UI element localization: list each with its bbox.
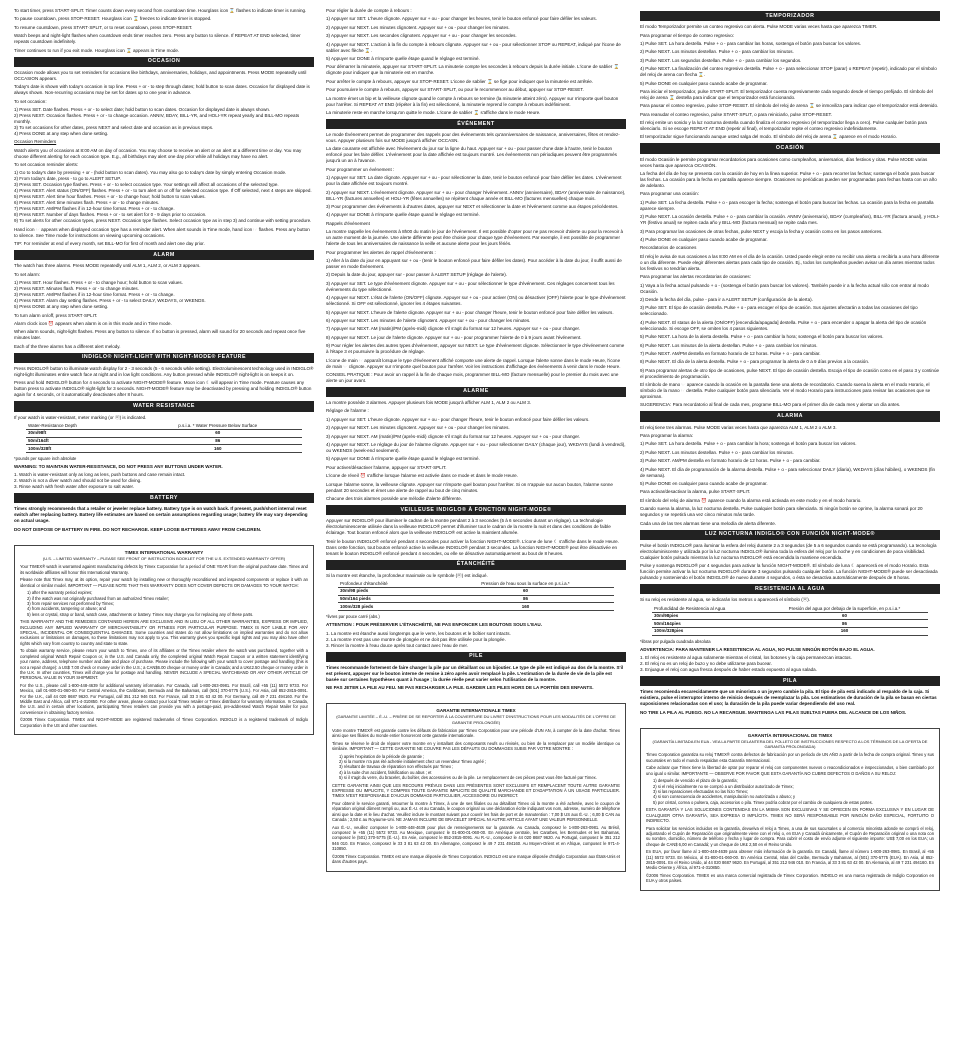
occasion-step-list bbox=[14, 107, 314, 137]
table-header: Water-Resistance Depth bbox=[26, 423, 133, 429]
event-paragraph: 7) Appuyer sur NEXT. AM (matin)/PM (après-midi) clignote s'il s'agit du format sur 12 heures. Appuyer sur + ou - pour changer. bbox=[326, 326, 581, 332]
reminder-step-list bbox=[14, 170, 314, 224]
table-header: p.s.i.a. * Water Pressure Below Surface bbox=[133, 423, 302, 429]
warranty-box bbox=[14, 545, 314, 735]
section-header-timer: TEMPORIZADOR bbox=[640, 11, 940, 21]
water-step-list bbox=[326, 631, 626, 649]
timer-paragraph: Para pausar el conteo regresivo, pulse STOP·RESET. El símbolo del reloj de arena ⌛ se inmoviliza para indicar que el temporizador está detenido. bbox=[640, 103, 939, 109]
occasion-paragraph: Occasion mode allows you to set reminders for occasions like birthdays, anniversaries, holidays, and appointments. Press MODE repeatedly until OCCASION appears. bbox=[14, 69, 307, 81]
timer-paragraph: 2) Pulse NEXT. Los minutos destellan. Pulse + o - para cambiar los minutos. bbox=[640, 49, 794, 55]
alarm-step: 2) Press NEXT. Minutes flash. Press + or - to change minutes. bbox=[14, 286, 139, 292]
battery-paragraph: Timex strongly recommends that a retailer or jeweler replace battery. Battery type is on watch back. If present, push/short internal reset switch after replacing battery. Battery life estimates are based on certain assumptions regarding usage; battery life may vary depending on actual usage. bbox=[14, 506, 308, 524]
battery-paragraph: DO NOT DISPOSE OF BATTERY IN FIRE. DO NOT RECHARGE. KEEP LOOSE BATTERIES AWAY FROM CHILDREN. bbox=[14, 526, 262, 532]
warranty-exclusion: 4) à la suite d'un accident, falsification ou abus ; et bbox=[339, 769, 432, 775]
warranty-exclusion: 3) résultant de travaux de réparation non effectués par Timex ; bbox=[339, 764, 454, 770]
occasion-paragraph: El símbolo de mano ☞ aparece cuando la ocasión en la pantalla tiene una alerta de recordatorio. Cuando suena la alerta en el modo Horario, el símbolo de la mano ☞ destella. Pulse cualquier botón para silenciarla. Ver el modo Horario para instrucciones para revisar las ocasiones que se aproximan. bbox=[640, 382, 931, 400]
table-cell: 100m/328pies bbox=[652, 628, 761, 636]
water-footnote: *livres par pouce carré (abs.) bbox=[326, 614, 380, 620]
event-paragraph: CONSEIL PRATIQUE : Pour avoir un rappel à la fin de chaque mois, programmer BILL-MO (facture mensuelle) pour le premier du mois avec une alerte un jour avant. bbox=[326, 371, 619, 383]
warranty-paragraph: To obtain warranty service, please return your watch to Timex, one of its affiliates or the Timex retailer where the watch was purchased, together with a completed original Watch Repair Coupon or, in the U.S. and Canada only, the completed original Watch Repair Coupon or a written statement identifying your name, address, telephone number and date and place of purchase. Please include the following with your watch to cover postage and handling (this is not a repair charge): a US$ 7.00 check or money order in the U.S.; a CAN$6.00 cheque or money order in Canada; and a UK£2.50 cheque or money order in the U.K. In other countries, Timex will charge you for postage and handling. NEVER INCLUDE A SPECIAL WATCHBAND OR ANY OTHER ARTICLE OF PERSONAL VALUE IN YOUR SHIPMENT. bbox=[20, 648, 308, 681]
water-warning: ADVERTENCIA: PARA MANTENER LA RESISTENCIA AL AGUA, NO PULSE NINGÚN BOTÓN BAJO EL AGUA. bbox=[640, 646, 875, 652]
table-cell: 30m/98ft bbox=[26, 429, 133, 437]
warranty-exclusions bbox=[332, 754, 620, 781]
timer-paragraph: To start timer, press START·SPLIT. Timer counts down every second from countdown time. Hourglass icon ⌛ flashes to indicate timer is running. bbox=[14, 8, 307, 13]
event-paragraph: 5) Appuyer sur NEXT. L'heure de l'alerte clignote. Appuyer sur + ou - pour changer l'heure, tenir le bouton enfoncé pour faire défiler les valeurs. bbox=[326, 309, 614, 315]
alarm-paragraph: 5) Pulse DONE en cualquier paso cuando acabe de programar. bbox=[640, 480, 768, 486]
alarm-paragraph: 2) Pulse NEXT. Los minutos destellan. Pulse + o - para cambiar los minutos. bbox=[640, 449, 794, 455]
reminder-step: 2) From today's date, press - to go to ALERT SETUP. bbox=[14, 176, 122, 182]
alarm-paragraph: L'icone de réveil ⏰ s'affiche lorsque l'alarme est activée dans ce mode et dans le mode Heure. bbox=[326, 473, 518, 479]
table-cell: 50m/164 pieds bbox=[338, 595, 437, 603]
table-cell: 60 bbox=[437, 588, 614, 596]
alarm-paragraph: The watch has three alarms. Press MODE repeatedly until ALM 1, ALM 2, or ALM 3 appears. bbox=[14, 263, 201, 269]
section-header-indiglo: VEILLEUSE INDIGLO® À FONCTION NIGHT-MODE® bbox=[326, 505, 626, 515]
table-cell: 50m/164pies bbox=[652, 620, 761, 628]
alarm-note: To turn alarm on/off, press START·SPLIT. bbox=[14, 312, 98, 318]
alarm-paragraph: 2) Appuyer sur NEXT. Les minutes clignotent. Appuyer sur + ou - pour changer les minutes. bbox=[326, 425, 510, 431]
alarm-step-list bbox=[14, 280, 314, 310]
alarm-paragraph: 5) Appuyer sur DONE à n'importe quelle étape quand le réglage est terminé. bbox=[326, 456, 480, 462]
water-footnote: *pounds per square inch absolute bbox=[14, 455, 77, 461]
occasion-paragraph: 2) Desde la fecha del día, pulse - para ir a ALERT SETUP (configuración de la alerta). bbox=[640, 296, 813, 302]
event-paragraph: Pour programmer les alertes de rappel d'événements : bbox=[326, 249, 436, 255]
event-paragraph: 1) Aller à la date du jour en appuyant sur + ou - (tenir le bouton enfoncé pour faire défiler les dates). Pour accéder à la date du jour, il suffit aussi de passer en mode Événement. bbox=[326, 257, 622, 269]
alarm-paragraph: Chacune des trois alarmes possède une mélodie d'alerte différente. bbox=[326, 495, 463, 501]
table-row bbox=[338, 588, 614, 596]
table-cell: 86 bbox=[133, 437, 302, 445]
table-cell: 86 bbox=[761, 620, 928, 628]
warranty-exclusion: 5) por cristal, correa o pulsera, caja, accesorios o pila. Timex podría cobrar por el cambio de cualquiera de estas partes. bbox=[653, 799, 873, 805]
warranty-subtitle: (GARANTÍA LIMITADA EN EUA - VEA LA PARTE DELANTERA DEL FOLLETO DE INSTRUCCIONES RESPECTO A LOS TÉRMINOS DE LA OFERTA DE GARANTÍA PROLONGADA) bbox=[652, 738, 928, 750]
event-paragraph: 4) Appuyer sur NEXT. L'état de l'alerte (ON/OFF) clignote. Appuyer sur + ou - pour activer (ON) ou désactiver (OFF) l'alerte pour le type d'événement sélectionné. Si OFF est sélectionné, ignorer les 4 étapes suivantes. bbox=[326, 295, 626, 307]
warranty-title: TIMEX INTERNATIONAL WARRANTY bbox=[124, 550, 204, 556]
water-step: 2. El reloj no es un reloj de buzo y no debe utilizarse para bucear. bbox=[640, 661, 772, 667]
reminder-step: 6) Press NEXT. Alert time minutes flash. Press + or - to change minutes. bbox=[14, 200, 160, 206]
warranty-exclusion: 4) si son consecuencia de accidentes, manipulación no autorizada o abuso; y bbox=[653, 794, 796, 800]
section-header-occasion: OCASIÓN bbox=[640, 143, 940, 153]
spanish-column bbox=[640, 8, 940, 1032]
occasion-step: 1) Press SET. Date flashes. Press + or - to select date; hold button to scan dates. Occasion for displayed date is always shown. bbox=[14, 106, 271, 112]
battery-paragraph: Timex recommande fortement de faire changer la pile par un détaillant ou un bijoutier. Le type de pile est indiqué au dos de la montre. S'il est présent, appuyer sur le bouton interne de remise à zéro après avoir remplacé la pile. L'estimation de la durée de vie de la pile est basée sur certaines hypothèses quant à l'usage ; la durée réelle peut varier selon l'utilisation de la montre. bbox=[326, 664, 624, 682]
indiglo-paragraph: Appuyer sur INDIGLO® pour illuminer le cadran de la montre pendant 2 à 3 secondes (5 à 6 secondes durant un réglage). La technologie électroluminescente utilisée dans la veilleuse INDIGLO® permet d'illuminer tout le cadran de la montre la nuit et dans des conditions de faible éclairage. Tout bouton enfoncé alors que la veilleuse INDIGLO® est active la maintient allumée. bbox=[326, 518, 611, 536]
event-paragraph: 2) Depuis la date du jour, appuyer sur - pour passer à ALERT SETUP (réglage de l'alerte). bbox=[326, 272, 508, 278]
section-header-water: RESISTENCIA AL AGUA bbox=[640, 584, 940, 594]
event-paragraph: 3) Appuyer sur SET. Le type d'événement clignote. Appuyer sur + ou - pour sélectionner le type d'événement. Ces réglages concernent tous les événements du type sélectionné. bbox=[326, 280, 615, 292]
timer-paragraph: Pour régler la durée de compte à rebours : bbox=[326, 8, 412, 13]
english-column bbox=[14, 8, 314, 1032]
occasion-paragraph: 7) Pulse NEXT. AM/PM destella en formato horario de 12 horas. Pulse + o - para cambiar. bbox=[640, 350, 821, 356]
warranty-exclusion: 1) après l'expiration de la période de garantie ; bbox=[339, 753, 425, 759]
warranty-paragraph: Para solicitar los servicios incluidos en la garantía, devuelva el reloj a Timex, a una de sus sucursales o al comercio minorista adonde se compró el reloj, adjuntando el Cupón de Reparación que originalmente viene con el reloj o, en EUA y Canadá únicamente, el Cupón de Reparación original o una nota con su nombre, domicilio, número de teléfono y fecha y lugar de compra. Para cubrir el costo de envío adjunte el siguiente importe: US$ 7,00 en los EUA; un cheque de CAN$ 6,00 en Canadá; y un cheque de UK£ 2,50 en el Reino Unido. bbox=[646, 825, 934, 847]
table-cell: 60 bbox=[761, 612, 928, 620]
occasion-paragraph: Para programar una ocasión: bbox=[640, 191, 699, 197]
occasion-paragraph: 3) Pulse SET. El tipo de ocasión destella. Pulse + o - para escoger el tipo de ocasión. Sus ajustes afectarán a todas las ocasiones del tipo seleccionado. bbox=[640, 305, 918, 317]
water-resistance-table bbox=[652, 606, 928, 636]
indiglo-paragraph: Pulse y sostenga INDIGLO® por 4 segundos para activar la función NIGHT-MODE®. El símbolo de luna ☾ aparecerá en el modo Horario. Esta función permite activar la luz nocturna INDIGLO® durante 3 segundos pulsando cualquier botón. La función NIGHT-MODE® puede ser desactivada pulsando y sosteniendo el botón INDIGLO® de nuevo durante 4 segundos, o ésta se desactiva automáticamente después de 8 horas. bbox=[640, 563, 938, 581]
timer-paragraph: Para reanudar el conteo regresivo, pulse START·SPLIT, o para reiniciarlo, pulse STOP·RESET. bbox=[640, 111, 833, 117]
warranty-exclusion: 2) si la montre n'a pas été achetée initialement chez un revendeur Timex agréé ; bbox=[339, 759, 487, 765]
water-warning: ATTENTION : POUR PRÉSERVER L'ÉTANCHÉITÉ, NE PAS ENFONCER LES BOUTONS SOUS L'EAU. bbox=[326, 622, 542, 628]
section-header-water: ÉTANCHÉITÉ bbox=[326, 560, 626, 570]
water-step: 1. El reloj es resistente al agua solamente mientras el cristal, los botones y la caja permanezcan intactos. bbox=[640, 655, 852, 661]
water-intro: If your watch is water-resistant, meter marking (or ⓦ) is indicated. bbox=[14, 414, 147, 420]
alarm-note: When alarm sounds, night-light flashes. Press any button to silence. If no button is pressed, alarm will sound for 20 seconds and repeat once five minutes later. bbox=[14, 329, 306, 341]
occasion-paragraph: 4) Pulse NEXT. El status de la alerta (ON/OFF) [encendida/apagada] destella. Pulse + o - para encender o apagar la alerta del tipo de ocasión seleccionado. Si escoge OFF, se omiten los 4 pasos siguientes. bbox=[640, 319, 927, 331]
reminder-paragraph: To set occasion reminder alerts: bbox=[14, 162, 79, 168]
alarm-paragraph: 1) Pulse SET. La hora destella. Pulse + o - para cambiar la hora; sostenga el botón para buscar los valores. bbox=[640, 441, 857, 447]
table-row bbox=[652, 620, 928, 628]
table-row bbox=[652, 612, 928, 620]
section-header-battery: BATTERY bbox=[14, 493, 314, 503]
alarm-paragraph: 3) Appuyer sur NEXT. AM (matin)/PM (après-midi) clignote s'il s'agit du format sur 12 heures. Appuyer sur + ou - pour changer. bbox=[326, 433, 581, 439]
table-header: Profundidad de Resistencia al Agua bbox=[652, 606, 761, 612]
warranty-paragraph: THIS WARRANTY AND THE REMEDIES CONTAINED HEREIN ARE EXCLUSIVE AND IN LIEU OF ALL OTHER WARRANTIES, EXPRESS OR IMPLIED, INCLUDING ANY IMPLIED WARRANTY OF MERCHANTABILITY OR FITNESS FOR PARTICULAR PURPOSE. TIMEX IS NOT LIABLE FOR ANY SPECIAL, INCIDENTAL OR CONSEQUENTIAL DAMAGES. Some countries and states do not allow limitations on implied warranties and do not allow exclusions or limitations on damages, so these limitations may not apply to you. This warranty gives you specific legal rights and you may also have other rights which vary from country to country and state to state. bbox=[20, 619, 308, 646]
warranty-paragraph: ©2006 Timex Corporation. TIMEX es una marca comercial registrada de Timex Corporation. INDIGLO es una marca registrada de Indiglo Corporation en EUA y otros países. bbox=[646, 873, 934, 884]
event-paragraph: L'icone de main ☞ apparaît lorsque le type d'événement affiché comporte une alerte de rappel. Lorsque l'alerte sonne dans le mode Heure, l'icone de main ☞ clignote. Appuyer sur n'importe quel bouton pour l'arrêter. Voir les instructions d'affichage des événements à venir dans le mode Heure. bbox=[326, 357, 621, 369]
warranty-exclusion: 2) si el reloj inicialmente no se compró a un distribuidor autorizado de Timex; bbox=[653, 783, 794, 789]
warranty-title: GARANTIE INTERNATIONALE TIMEX bbox=[436, 708, 516, 714]
occasion-paragraph: El reloj le avisa de sus ocasiones a las 8:00 AM en el día de la ocasión. Usted puede elegir entre no recibir una alerta o recibirla a una hora diferente o un día diferente. Puede elegir diferentes alertas para cada tipo de ocasión. Ej., todos los cumpleaños pueden avisar un día antes mientras todos los festivos no tendrían alerta. bbox=[640, 253, 940, 271]
occasion-paragraph: Today's date is shown with today's occasion in top line. Press + or - to step through dates; hold button to scan dates. Occasion for displayed date is always shown. Non-recurring occasions may be set for dates up to one year in advance. bbox=[14, 84, 310, 96]
reminder-step: 4) Press NEXT. Alert status (ON/OFF) flashes. Press + or - to turn alert on or off for selected occasion type. If Off selected, next 4 steps are skipped. bbox=[14, 188, 312, 194]
alarm-paragraph: 1) Appuyer sur SET. L'heure clignote. Appuyer sur + ou - pour changer l'heure, tenir le bouton enfoncé pour faire défiler les valeurs. bbox=[326, 416, 590, 422]
warranty-exclusion: 2) if the watch was not originally purchased from an authorized Timex retailer; bbox=[27, 595, 169, 601]
event-paragraph: 3) Pour programmer des événements à d'autres dates, appuyer sur NEXT et sélectionner la date et l'événement comme aux étapes précédentes. bbox=[326, 204, 619, 210]
timer-paragraph: 1) Appuyer sur SET. L'heure clignote. Appuyer sur + ou - pour changer les heures, tenir le bouton enfoncé pour faire défiler les valeurs. bbox=[326, 16, 597, 22]
warranty-paragraph: En EUA, por favor llame al 1-800-448-4639 para obtener más información de la garantía. En Canadá, llame al número 1-800-263-0981. En Brasil, al +55 (11) 5572 9733. En México, al 01-800-01-060-00. En América Central, Islas del Caribe, Bermuda y Bahamas, al (501) 370-5775 (EUA). En Asia, al 852-2815-0091. En el Reino Unido, al 44 020 8687 9620. En Portugal, al 351 212 946 010. En Francia, al 33 3 81 63 42 00. En Alemania, al 49 7 231 494160. En Medio Oriente y África, al 971-4-310850. bbox=[646, 849, 934, 871]
table-header: Pression de l'eau sous la surface en p.s.i.a.* bbox=[437, 581, 614, 587]
water-step-list bbox=[14, 472, 314, 490]
battery-paragraph: Timex recomienda encarecidamente que un minorista o un joyero cambie la pila. El tipo de pila está indicado al respaldo de la caja. Si existiera, pulse el interruptor interno de reinicio después de reemplazar la pila. Los estimativos de duración de la pila se basan en ciertas suposiciones relacionadas con el uso; la duración de la pila puede variar dependiendo del uso real. bbox=[640, 689, 937, 707]
event-paragraph: 6) Appuyer sur NEXT. Les minutes de l'alerte clignotent. Appuyer sur + ou - pour changer les minutes. bbox=[326, 317, 531, 323]
section-header-alarm: ALARM bbox=[14, 250, 314, 260]
table-cell: 160 bbox=[133, 445, 302, 453]
french-column bbox=[326, 8, 626, 1032]
table-row bbox=[26, 445, 302, 453]
timer-paragraph: 3) Appuyer sur NEXT. Les secondes clignotent. Appuyer sur + ou - pour changer les secondes. bbox=[326, 33, 517, 39]
alarm-paragraph: Réglage de l'alarme : bbox=[326, 408, 369, 414]
timer-paragraph: Para programar el tiempo de conteo regresivo: bbox=[640, 32, 735, 38]
timer-paragraph: La minuterie reste en marche lorsqu'on quitte le mode. L'icone de sablier ⌛ s'affiche dans le mode Heure. bbox=[326, 109, 541, 115]
section-header-water: WATER RESISTANCE bbox=[14, 401, 314, 411]
table-row bbox=[338, 603, 614, 611]
occasion-paragraph: 6) Pulse NEXT. Los minutos de la alerta destellan. Pulse + o - para cambiar los minutos. bbox=[640, 342, 818, 348]
alarm-step: 4) Press NEXT. Alarm day setting flashes. Press + or - to select DAILY, WKDAYS, or WKENDS. bbox=[14, 298, 206, 304]
occasion-reminders-heading: Occasion Reminders bbox=[14, 139, 57, 145]
section-header-occasion: OCCASION bbox=[14, 57, 314, 67]
warranty-paragraph: Timex Corporation garantiza su reloj TIMEX® contra defectos de fabricación por un período de UN AÑO a partir de la fecha de compra original. Timex y sus sucursales en todo el mundo respaldan esta Garantía Internacional. bbox=[646, 752, 934, 763]
table-row bbox=[26, 429, 302, 437]
warranty-paragraph: Please note that Timex may, at its option, repair your watch by installing new or thoroughly reconditioned and inspected components or replace it with an identical or similar model. IMPORTANT — PLEASE NOTE THAT THIS WARRANTY DOES NOT COVER DEFECTS OR DAMAGES TO YOUR WATCH: bbox=[20, 577, 308, 588]
water-footnote: *libras por pulgada cuadrada absoluta bbox=[640, 638, 711, 644]
alarm-paragraph: La montre possède 3 alarmes. Appuyer plusieurs fois MODE jusqu'à afficher ALM 1, ALM 2 ou ALM 3. bbox=[326, 400, 531, 406]
table-cell: 86 bbox=[437, 595, 614, 603]
timer-paragraph: 2) Appuyer sur NEXT. Les minutes clignotent. Appuyer sur + ou - pour changer les minutes. bbox=[326, 24, 510, 30]
event-paragraph: 9) Pour régler les alertes des autres types d'événement, appuyer sur NEXT. Le type d'événement clignote. Sélectionner le type d'événement comme à l'étape 3 et poursuivre la procédure de réglage. bbox=[326, 343, 625, 355]
table-cell: 100m/328 pieds bbox=[338, 603, 437, 611]
alarm-step: 5) Press DONE at any step when done setting. bbox=[14, 304, 109, 310]
indiglo-paragraph: Press INDIGLO® button to illuminate watch display for 2 - 3 seconds (5 - 6 seconds while setting). Electroluminescent technology used in INDIGLO® night-light illuminates entire watch face at night and in low light conditions. Any button pressed while INDIGLO® night-light is on keeps it on. bbox=[14, 365, 314, 377]
occasion-step: 4) Press DONE at any step when done setting. bbox=[14, 130, 109, 136]
alarm-paragraph: 4) Pulse NEXT. El día de programación de la alarma destella. Pulse + o - para seleccionar DAILY (diaria), WKDAYS (días hábiles), o WKENDS (fin de semana). bbox=[640, 466, 936, 478]
section-header-alarm: ALARME bbox=[326, 387, 626, 397]
water-step: 1. Watch is water-resistant only as long as lens, push buttons and case remain intact. bbox=[14, 472, 186, 478]
warranty-paragraph: CETTE GARANTIE AINSI QUE LES RECOURS PRÉVUS DANS LES PRÉSENTES SONT EXCLUSIFS ET REMPLACENT TOUTE AUTRE GARANTIE EXPRESSE OU IMPLICITE, Y COMPRIS TOUTE GARANTIE IMPLICITE DE QUALITÉ MARCHANDE ET D'ADAPTATION À UN USAGE PARTICULIER. TIMEX N'EST RESPONSABLE D'AUCUN DOMMAGE PARTICULIER, ACCESSOIRE OU INDIRECT. bbox=[332, 782, 620, 799]
timer-paragraph: La montre émet un bip et la veilleuse clignote quand le compte à rebours se termine (la minuterie atteint zéro). Appuyer sur n'importe quel bouton pour l'arrêter. Si REPEAT AT END (répéter à la fin) est sélectionné, la minuterie reprend le compte à rebours indéfiniment. bbox=[326, 95, 619, 107]
timer-paragraph: 4) Pulse NEXT. La finalización del conteo regresivo destella. Pulse + o - para seleccionar STOP (parar) o REPEAT (repetir), indicado por el símbolo del reloj de arena con flecha ⌛. bbox=[640, 66, 937, 78]
occasion-paragraph: La fecha del día de hoy se presenta con la ocasión de hoy en la línea superior. Pulse + o - para recorrer las fechas; sostenga el botón para buscar las fechas. La ocasión para la fecha en pantalla aparece siempre. Ocasiones no periódicas pueden ser programadas para fechas hasta con un año de adelanto. bbox=[640, 171, 937, 189]
occasion-step: 2) Press NEXT. Occasion flashes. Press + or - to change occasion. ANNIV, BDAY, BILL-YR, and HOLI-YR repeat yearly and BILL-MO repeats monthly. bbox=[14, 112, 300, 124]
warranty-box bbox=[640, 728, 940, 891]
warranty-exclusion: 5) lens or crystal, strap or band, watch case, attachments or battery. Timex may charge you for replacing any of these parts. bbox=[27, 611, 254, 617]
water-warning: WARNING: TO MAINTAIN WATER-RESISTANCE, DO NOT PRESS ANY BUTTONS UNDER WATER. bbox=[14, 463, 223, 469]
section-header-battery: PILE bbox=[326, 652, 626, 662]
occasion-note: TIP: For reminder at end of every month, set BILL-MO for first of month and alert one day prior. bbox=[14, 241, 205, 247]
alarm-paragraph: To set alarm: bbox=[14, 271, 41, 277]
warranty-exclusion: 4) from accidents, tampering or abuse; and bbox=[27, 606, 106, 612]
warranty-paragraph: Timex se réserve le droit de réparer votre montre en y installant des composants neufs ou révisés, ou bien de la remplacer par un modèle identique ou similaire. IMPORTANT — CETTE GARANTIE NE COUVRE PAS LES DÉFAUTS OU DOMMAGES SUBIS PAR VOTRE MONTRE : bbox=[332, 740, 620, 752]
reminder-step: 5) Press NEXT. Alert time hour flashes. Press + or - to change hour; hold button to scan values. bbox=[14, 194, 206, 200]
timer-paragraph: Pour démarrer la minuterie, appuyer sur START·SPLIT. La minuterie compte les secondes à rebours depuis la durée initiale. L'icone de sablier ⌛ clignote pour indiquer que la minuterie est en marche. bbox=[326, 64, 620, 76]
table-cell: 50m/164ft bbox=[26, 437, 133, 445]
occasion-paragraph: El modo Ocasión le permite programar recordatorios para ocasiones como cumpleaños, aniversarios, días festivos y citas. Pulse MODE varias veces hasta que aparezca OCASIÓN. bbox=[640, 156, 928, 168]
table-header: Presión del agua por debajo de la superficie, en p.s.i.a.* bbox=[761, 606, 928, 612]
occasion-paragraph: SUGERENCIA: Para recordatorio al final de cada mes, programe BILL-MO para el primer día de cada mes y alertar un día antes. bbox=[640, 402, 901, 408]
spacer bbox=[640, 718, 940, 728]
water-step-list bbox=[640, 655, 940, 673]
alarm-paragraph: 4) Appuyer sur NEXT. Le réglage du jour de l'alarme clignote. Appuyer sur + ou - pour sélectionner DAILY (chaque jour), WKDAYS (lundi à vendredi), ou WKENDS (week-end seulement). bbox=[326, 442, 626, 454]
reminder-step: 8) Press NEXT. Number of days flashes. Press + or - to set alert for 0 - 9 days prior to occasion. bbox=[14, 212, 207, 218]
table-cell: 160 bbox=[761, 628, 928, 636]
table-cell: 100m/328ft bbox=[26, 445, 133, 453]
warranty-paragraph: ©2006 Timex Corporation. TIMEX and NIGHT-MODE are registered trademarks of Timex Corporation. INDIGLO is a registered trademark of Indiglo Corporation in the US and other countries. bbox=[20, 717, 308, 728]
water-resistance-table bbox=[338, 581, 614, 611]
alarm-paragraph: Lorsque l'alarme sonne, la veilleuse clignote. Appuyer sur n'importe quel bouton pour l'arrêter. Si on n'appuie sur aucun bouton, l'alarme sonne pendant 20 secondes et émet une alerte de rappel au bout de cinq minutes. bbox=[326, 481, 613, 493]
warranty-exclusion: 1) después de vencido el plazo de la garantía; bbox=[653, 778, 738, 784]
timer-paragraph: Pour poursuivre le compte à rebours, appuyer sur START·SPLIT, ou pour le recommencer au début, appuyer sur STOP·RESET. bbox=[326, 87, 584, 93]
reminder-step: 7) Press NEXT. AM/PM flashes if in 12-hour time format. Press + or - to change. bbox=[14, 206, 175, 212]
warranty-paragraph: Pour obtenir le service garanti, retourner la montre à Timex, à une de ses filiales ou au détaillant Timex où la montre a été achetée, avec le coupon de réparation original dûment rempli ou, aux É.-U. et au Canada, le coupon original ou une déclaration écrite indiquant vos nom, adresse, numéro de téléphone ainsi que la date et le lieu d'achat. Veuillez inclure le montant suivant pour couvrir les frais de port et de manutention : 7,00 $ US aux É.-U. ; 6,00 $ CAN au Canada ; 2,50 £ au Royaume-Uni. NE JAMAIS INCLURE DE BRACELET SPÉCIAL NI AUTRE ARTICLE AYANT UNE VALEUR PERSONNELLE. bbox=[332, 800, 620, 823]
timer-paragraph: 4) Appuyer sur NEXT. L'action à la fin du compte à rebours clignote. Appuyer sur + ou - pour sélectionner STOP ou REPEAT, indiqué par l'icone de sablier avec flèche ⌛. bbox=[326, 41, 621, 53]
timer-paragraph: Timer continues to run if you exit mode. Hourglass icon ⌛ appears in Time mode. bbox=[14, 47, 180, 53]
warranty-paragraph: Cabe aclarar que Timex tiene la libertad de optar por reparar el reloj con componentes nuevos o reacondicionados e inspeccionados, o bien cambiarlo por uno igual o similar. IMPORTANTE — OBSERVE POR FAVOR QUE ESTA GARANTÍA NO CUBRE DEFECTOS O DAÑOS A SU RELOJ: bbox=[646, 765, 934, 776]
table-cell: 30m/98 pieds bbox=[338, 588, 437, 596]
section-header-indiglo: INDIGLO® NIGHT-LIGHT WITH NIGHT-MODE® FEATURE bbox=[14, 353, 314, 363]
occasion-paragraph: Para programar las alertas recordatorias de ocasiones: bbox=[640, 274, 751, 280]
reminder-step: 1) Go to today's date by pressing + or - (hold button to scan dates). You may also go to today's date by simply entering Occasion mode. bbox=[14, 170, 287, 176]
warranty-paragraph: ESTA GARANTÍA Y LAS SOLUCIONES CONTENIDAS EN LA MISMA SON EXCLUSIVAS Y SE OFRECEN EN FORMA EXCLUSIVA Y EN LUGAR DE CUALQUIER OTRA GARANTÍA, SEA EXPRESA O IMPLÍCITA. TIMEX NO SERÁ RESPONSABLE POR NINGÚN DAÑO ESPECIAL, FORTUITO O INDIRECTO. bbox=[646, 807, 934, 823]
timer-paragraph: To pause countdown, press STOP·RESET. Hourglass icon ⌛ freezes to indicate timer is stopped. bbox=[14, 16, 212, 22]
alarm-paragraph: Cuando suena la alarma, la luz nocturna destella. Pulse cualquier botón para silenciarla. Si ningún botón se oprime, la alarma sonará por 20 segundos y se repetirá una vez cinco minutos más tarde. bbox=[640, 506, 923, 518]
warranty-paragraph: Your TIMEX® watch is warranted against manufacturing defects by Timex Corporation for a period of ONE YEAR from the original purchase date. Timex and its worldwide affiliates will honor this International Warranty. bbox=[20, 564, 308, 575]
event-paragraph: 2) Appuyer sur NEXT. L'événement clignote. Appuyer sur + ou - pour changer l'événement. ANNIV (anniversaire), BDAY (anniversaire de naissance), BILL-YR (factures annuelles) et HOLI-YR (fêtes annuelles) se répètent chaque année et BILL-MO (factures mensuelles) chaque mois. bbox=[326, 189, 626, 201]
timer-paragraph: 5) Pulse DONE en cualquier paso cuando acabe de programar. bbox=[640, 80, 768, 86]
warranty-paragraph: Aux É.-U., veuillez composer le 1-800-448-4639 pour plus de renseignements sur la garantie. Au Canada, composez le 1-800-263-0981. Au Brésil, composez le +55 (11) 5572 9733. Au Mexique, composez le 01-800-01-060-00. En Amérique centrale, les Caraïbes, les Bermudes et les Bahamas, composez le (501) 370-5775 (É.-U.). En Asie, composez le 852-2815-0091. Au R.-U., composez le 44 020 8687 9620. Au Portugal, composez le 351 212 946 010. En France, composez le 33 3 81 63 42 00. En Allemagne, composez le 49 7 231 494160. Au Moyen-Orient et en Afrique, composez le 971-4-310850. bbox=[332, 824, 620, 852]
spacer bbox=[326, 693, 626, 703]
alarm-paragraph: El reloj tiene tres alarmas. Pulse MODE varias veces hasta que aparezca ALM 1, ALM 2 o ALM 3. bbox=[640, 424, 837, 430]
warranty-title: GARANTÍA INTERNACIONAL DE TIMEX bbox=[747, 733, 833, 739]
table-cell: 30m/98pies bbox=[652, 612, 761, 620]
warranty-exclusion: 1) after the warranty period expires; bbox=[27, 590, 93, 596]
warranty-paragraph: ©2006 Timex Corporation. TIMEX est une marque déposée de Timex Corporation. INDIGLO est une marque déposée d'Indiglo Corporation aux États-Unis et dans d'autres pays. bbox=[332, 853, 621, 865]
section-header-battery: PILA bbox=[640, 676, 940, 686]
event-paragraph: 4) Appuyer sur DONE à n'importe quelle étape quand le réglage est terminé. bbox=[326, 212, 480, 218]
reminder-step: 9) To set alerts for other occasion types, press NEXT. Occasion type flashes. Select occasion type as in step 3) and continue with setting procedure. bbox=[14, 218, 312, 224]
water-step: 2. La montre n'est pas une montre de plongée et ne doit pas être utilisée pour la plongée. bbox=[326, 636, 506, 642]
occasion-note: Hand icon ☞ appears when displayed occasion type has a reminder alert. When alert sounds in Time mode, hand icon ☞ flashes. Press any button to silence. See Time mode for instructions on viewing upcoming occasions. bbox=[14, 226, 310, 238]
alarm-paragraph: Para programar la alarma: bbox=[640, 433, 694, 439]
section-header-alarm: ALARMA bbox=[640, 411, 940, 421]
event-paragraph: 8) Appuyer sur NEXT. Le jour de l'alerte clignote. Appuyer sur + ou - pour programmer l'alerte de 0 à 9 jours avant l'événement. bbox=[326, 334, 582, 340]
alarm-step: 3) Press NEXT. AM/PM flashes if in 12-hour time format. Press + or - to change. bbox=[14, 292, 175, 298]
occasion-paragraph: 1) Vaya a la fecha actual pulsando + o - (sostenga el botón para buscar los valores). También puede ir a la fecha actual sólo con entrar al modo Ocasión. bbox=[640, 282, 929, 294]
battery-paragraph: NO TIRE LA PILA AL FUEGO. NO LA RECARGUE. MANTENGA LAS PILAS SUELTAS FUERA DEL ALCANCE DE LOS NIÑOS. bbox=[640, 709, 907, 715]
water-step: 1. La montre est étanche aussi longtemps que le verre, les boutons et le boîtier sont intacts. bbox=[326, 630, 511, 636]
battery-paragraph: NE PAS JETER LA PILE AU FEU. NE PAS RECHARGER LA PILE. GARDER LES PILES HORS DE LA PORTÉE DES ENFANTS. bbox=[326, 685, 594, 691]
occasion-paragraph: 3) Para programar las ocasiones de otras fechas, pulse NEXT y escoja la fecha y ocasión como en los pasos anteriores. bbox=[640, 228, 883, 234]
timer-paragraph: 3) Pulse NEXT. Los segundos destellan. Pulse + o - para cambiar los segundos. bbox=[640, 57, 802, 63]
timer-paragraph: To resume countdown, press START·SPLIT, or to reset countdown, press STOP·RESET. bbox=[14, 24, 193, 30]
event-paragraph: Rappels d'événement bbox=[326, 220, 370, 226]
section-header-indiglo: LUZ NOCTURNA INDIGLO® CON FUNCIÓN NIGHT-MODE® bbox=[640, 530, 940, 540]
warranty-subtitle: (GARANTIE LIMITÉE – É.-U. – PRIÈRE DE SE REPORTER À LA COUVERTURE DU LIVRET D'INSTRUCTIONS POUR LES MODALITÉS DE L'OFFRE DE GARANTIE PROLONGÉE) bbox=[336, 714, 616, 725]
occasion-paragraph: 1) Pulse SET. La fecha destella. Pulse + o - para escoger la fecha; sostenga el botón para buscar las fechas. La ocasión para la fecha en pantalla aparece siempre. bbox=[640, 199, 934, 211]
occasion-paragraph: 8) Pulse NEXT. El día de la alerta destella. Pulse + o - para programar la alerta de 0 a 9 días previos a la ocasión. bbox=[640, 359, 870, 365]
timer-paragraph: Pour arrêter le compte à rebours, appuyer sur STOP·RESET. L'icone de sablier ⌛ se fige pour indiquer que la minuterie est arrêtée. bbox=[326, 78, 594, 84]
event-paragraph: La date courante est affichée avec l'événement du jour sur la ligne du haut. Appuyer sur + ou - pour passer d'une date à l'autre, tenir le bouton enfoncé pour les faire défiler. L'événement pour la date affichée est toujours montré. Les événements non périodiques peuvent être programmés jusqu'à un an à l'avance. bbox=[326, 146, 617, 164]
water-intro: Si la montre est étanche, la profondeur maximale ou le symbole (ⓦ) est indiqué. bbox=[326, 572, 488, 578]
table-row bbox=[652, 628, 928, 636]
reminder-step: 3) Press SET. Occasion type flashes. Press + or - to select occasion type. Your settings will affect all occasions of the selected type. bbox=[14, 182, 279, 188]
occasion-paragraph: 5) Pulse NEXT. La hora de la alerta destella. Pulse + o - para cambiar la hora; sostenga el botón para buscar los valores. bbox=[640, 334, 884, 340]
warranty-exclusion: 5) si il s'agit du verre, du bracelet, du boîtier, des accessoires ou de la pile. Le remplacement de ces pièces peut vous être facturé par Timex. bbox=[339, 775, 597, 781]
water-step: 3. Enjuague el reloj con agua fresca después de haber estado expuesto al agua salada. bbox=[640, 667, 817, 673]
alarm-paragraph: Cada una de las tres alarmas tiene una melodía de alerta diferente. bbox=[640, 520, 776, 526]
event-paragraph: Le mode Événement permet de programmer des rappels pour des événements tels qu'anniversaires de naissance, anniversaires, fêtes et rendez-vous. Appuyer plusieurs fois sur MODE jusqu'à afficher OCCASN. bbox=[326, 132, 620, 144]
warranty-paragraph: Votre montre TIMEX® est garantie contre les défauts de fabrication par Timex Corporation pour une période d'UN AN, à compter de la date d'achat. Timex ainsi que ses filiales du monde entier honoreront cette garantie internationale. bbox=[332, 727, 620, 739]
alarm-paragraph: Pour activer/désactiver l'alarme, appuyer sur START·SPLIT. bbox=[326, 464, 447, 470]
occasion-paragraph: Recordatorios de ocasiones bbox=[640, 245, 697, 251]
water-step: 2. Watch is not a diver watch and should not be used for diving. bbox=[14, 478, 142, 484]
table-header: Profondeur d'étanchéité bbox=[338, 581, 437, 587]
timer-paragraph: El temporizador sigue funcionando aunque usted salga del modo. El símbolo del reloj de arena ⌛ aparece en el modo Horario. bbox=[640, 134, 897, 140]
warranty-exclusion: 3) from repair services not performed by Timex; bbox=[27, 601, 114, 607]
warranty-paragraph: For the U.S., please call 1-800-448-4639 for additional warranty information. For Canada, call 1-800-263-0981. For Brazil, call +55 (11) 5572 9733. For Mexico, call 01-800-01-060-00. For Central America, the Caribbean, Bermuda and the Bahamas, call (501) 370-5775 (U.S.). For Asia, call 852-2815-0091. For the U.K., call 44 020 8687 9620. For Portugal, call 351 212 946 010. For France, call 33 3 81 63 42 00. For Germany, call 49 7 231 494160. For the Middle East and Africa, call 971-4-310850. For other areas, please contact your local Timex retailer or Timex distributor for warranty information. In Canada, the U.S. and in certain other locations, participating Timex retailers can provide you with a postage-paid, pre-addressed Watch Repair Mailer for your convenience in obtaining factory service. bbox=[20, 682, 308, 715]
alarm-paragraph: 3) Pulse NEXT. AM/PM destella en formato horario de 12 horas. Pulse + o - para cambiar. bbox=[640, 458, 821, 464]
event-paragraph: Pour programmer un événement : bbox=[326, 166, 395, 172]
table-row bbox=[338, 595, 614, 603]
alarm-step: 1) Press SET. Hour flashes. Press + or - to change hour; hold button to scan values. bbox=[14, 280, 183, 286]
warranty-exclusions bbox=[646, 778, 934, 805]
alarm-paragraph: Para activar/desactivar la alarma, pulse START·SPLIT. bbox=[640, 489, 751, 495]
timer-paragraph: Watch beeps and night-light flashes when countdown ends timer reaches zero. Press any button to silence. If REPEAT AT END selected, timer repeats countdown indefinitely. bbox=[14, 33, 301, 45]
warranty-exclusion: 3) si las reparaciones efectuadas no las hizo Timex; bbox=[653, 788, 749, 794]
alarm-note: Alarm clock icon ⏰ appears when alarm is on in this mode and in Time mode. bbox=[14, 320, 172, 326]
water-step: 3. Rincer la montre à l'eau douce après tout contact avec l'eau de mer. bbox=[326, 642, 469, 648]
warranty-subtitle: (U.S. – LIMITED WARRANTY – PLEASE SEE FRONT OF INSTRUCTION BOOKLET FOR THE U.S. EXTENDED WARRANTY OFFER) bbox=[42, 556, 286, 562]
occasion-step: 3) To set occasions for other dates, press NEXT and select date and occasion as in previous steps. bbox=[14, 124, 214, 130]
indiglo-paragraph: Tenir le bouton INDIGLO® enfoncé pendant 4 secondes pour activer la fonction NIGHT-MODE®. L'icone de lune ☾ s'affiche dans le mode Heure. Dans cette fonction, tout bouton enfoncé active la veilleuse INDIGLO® pendant 3 secondes. La fonction NIGHT-MODE® peut être désactivée en tenant le bouton INDIGLO® enfoncé pendant 4 secondes, ou elle se désactive automatiquement au bout de 8 heures. bbox=[326, 538, 619, 556]
reminder-paragraph: Watch alerts you of occasions at 8:00 AM on day of occasion. You may choose to receive an alert or an alert at a different time or day. You may choose different alerting for each occasion type. E.g., all birthdays may alert one day prior while all holidays may have no alert. bbox=[14, 147, 302, 159]
indiglo-paragraph: Pulse el botón INDIGLO® para iluminar la esfera del reloj durante 2 a 3 segundos (de 5 a 6 segundos cuando se está programando). La tecnología electroluminiscente y utilizada por la luz nocturna INDIGLO® ilumina toda la esfera del reloj por la noche y en condiciones de poca visibilidad. Cualquier botón pulsado mientras la luz nocturna INDIGLO® está encendida la mantiene encendida. bbox=[640, 542, 937, 560]
timer-paragraph: El modo Temporizador permite un conteo regresivo con alerta. Pulse MODE varias veces hasta que aparezca TIMER. bbox=[640, 24, 878, 30]
event-paragraph: La montre rappelle les événements à 8h00 du matin le jour de l'événement. Il est possible d'opter pour ne pas recevoir d'alerte ou pour la recevoir à un autre moment de la journée. Une alerte différente peut être choisie pour chaque type d'événement. Par exemple, il est possible de programmer l'alerte de tous les anniversaires de naissance la veille et aucune alerte pour les jours fériés. bbox=[326, 229, 624, 247]
timer-paragraph: El reloj emite un sonido y la luz nocturna destella cuando finaliza el conteo regresivo (el temporizador llega a cero). Pulse cualquier botón para silenciarlo. Si se escoge REPEAT AT END (repetir al final), el temporizador repite el conteo regresivo indefinidamente. bbox=[640, 120, 927, 132]
water-resistance-table bbox=[26, 423, 302, 453]
section-header-event: ÉVÉNEMENT bbox=[326, 119, 626, 129]
occasion-paragraph: 2) Pulse NEXT. La ocasión destella. Pulse + o - para cambiar la ocasión. ANNIV (aniversario), BDAY (cumpleaños), BILL-YR (factura anual), y HOLI-YR (festivo anual) se repiten cada año y BILL-MO (factura mensual) se repite cada mes. bbox=[640, 214, 940, 226]
water-step: 3. Rinse watch with fresh water after exposure to salt water. bbox=[14, 484, 135, 490]
warranty-box bbox=[326, 703, 626, 871]
warranty-exclusions bbox=[20, 590, 308, 617]
timer-paragraph: 1) Pulse SET. La hora destella. Pulse + o - para cambiar las horas, sostenga el botón para buscar los valores. bbox=[640, 40, 862, 46]
event-paragraph: 1) Appuyer sur SET. La date clignote. Appuyer sur + ou - pour sélectionner la date, tenir le bouton enfoncé pour faire défiler les dates. L'événement pour la date affichée est toujours montré. bbox=[326, 175, 622, 187]
timer-paragraph: Para iniciar el temporizador, pulse START·SPLIT. El temporizador cuenta regresivamente cada segundo desde el tiempo prefijado. El símbolo del reloj de arena ⌛ destella para indicar que el temporizador está funcionando. bbox=[640, 88, 933, 100]
table-cell: 60 bbox=[133, 429, 302, 437]
alarm-paragraph: El símbolo del reloj de alarma ⏰ aparece cuando la alarma está activada en este modo y en el modo horario. bbox=[640, 497, 862, 503]
occasion-paragraph: 4) Pulse DONE en cualquier paso cuando acabe de programar. bbox=[640, 236, 768, 242]
timer-paragraph: 5) Appuyer sur DONE à n'importe quelle étape quand le réglage est terminé. bbox=[326, 55, 480, 61]
water-intro: Si su reloj es resistente al agua, se indicarán los metros o aparecerá el símbolo (ⓦ). bbox=[640, 597, 811, 603]
alarm-note: Each of the three alarms has a different alert melody. bbox=[14, 343, 121, 349]
spacer bbox=[14, 535, 314, 545]
table-row bbox=[26, 437, 302, 445]
occasion-paragraph: To set occasion: bbox=[14, 98, 47, 104]
indiglo-paragraph: Press and hold INDIGLO® button for 4 seconds to activate NIGHT-MODE® feature. Moon icon ☾ will appear in Time mode. Feature causes any button press to activate INDIGLO® night-light for 3 seconds. NIGHT-MODE® feature may be deactivated by pressing and holding INDIGLO® button again for 4 seconds, or it automatically deactivates after 8 hours. bbox=[14, 380, 312, 398]
table-cell: 160 bbox=[437, 603, 614, 611]
occasion-paragraph: 9) Para programar alertas de otro tipo de ocasiones, pulse NEXT. El tipo de ocasión destella. Escoja el tipo de ocasión como en el paso 3 y continúe el procedimiento de programación. bbox=[640, 367, 940, 379]
